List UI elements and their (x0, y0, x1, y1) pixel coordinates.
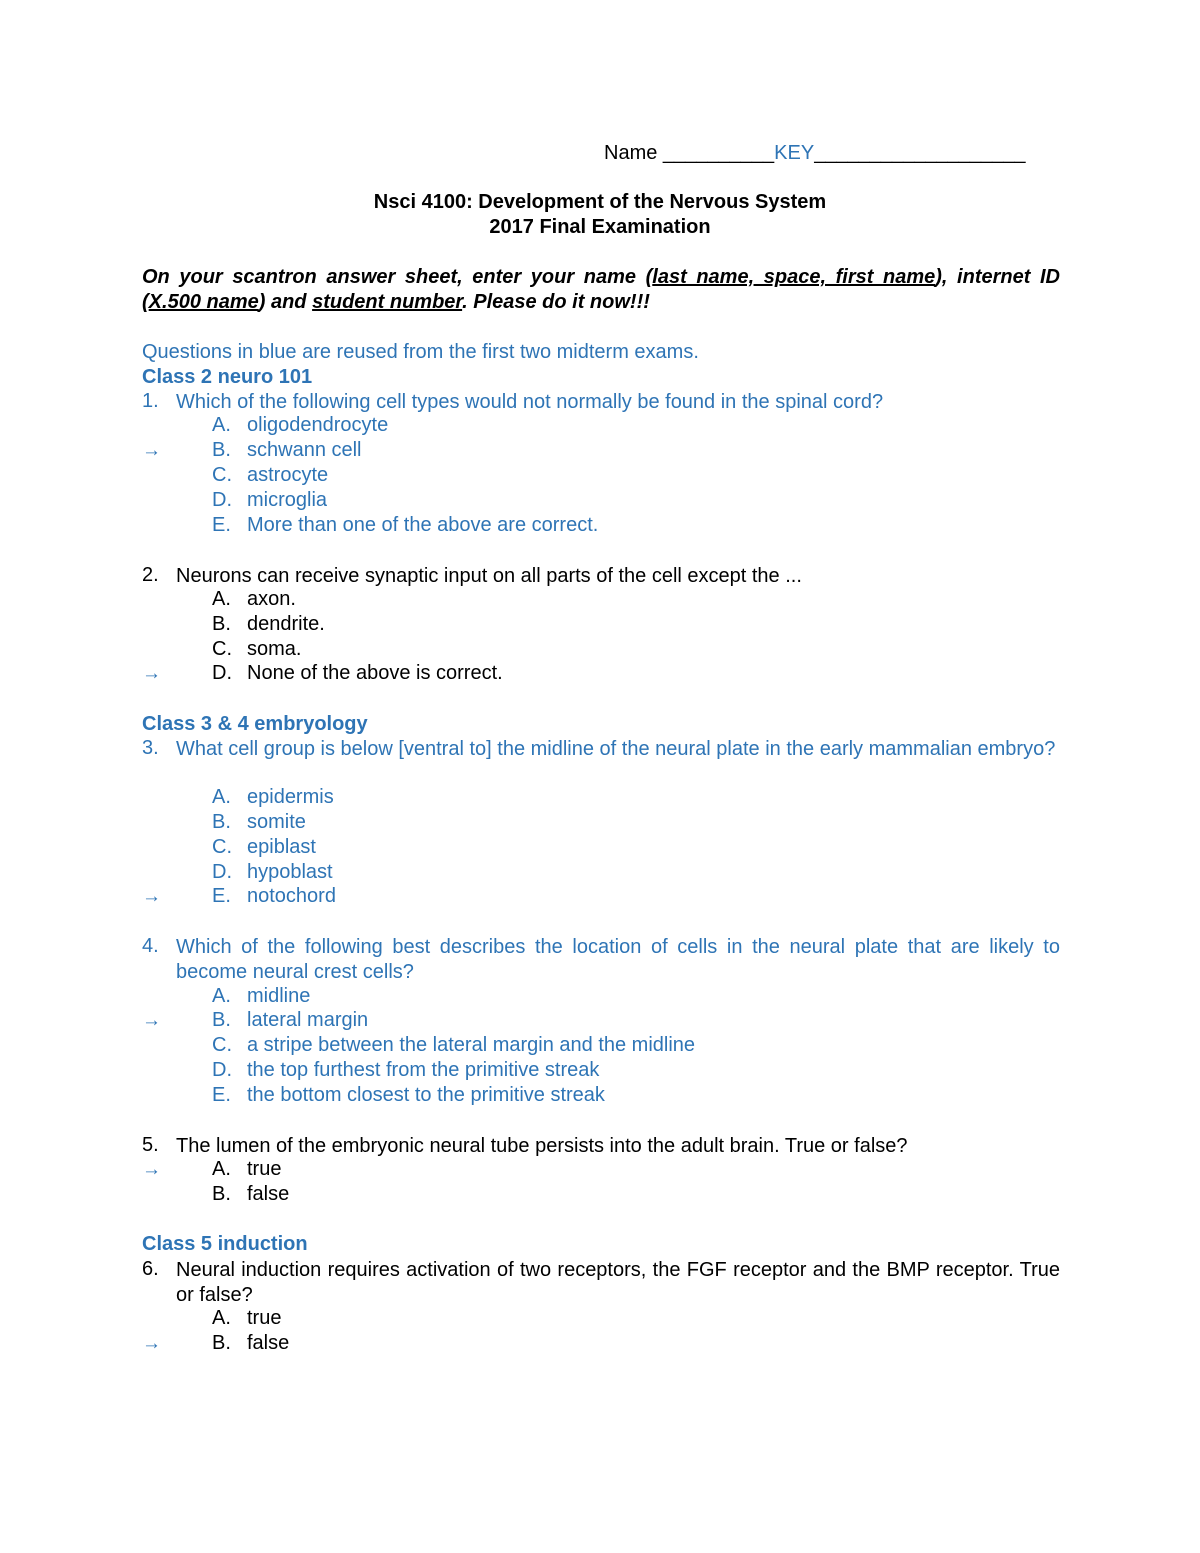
section-title: Class 5 induction (142, 1233, 308, 1255)
option-text: somite (247, 811, 306, 833)
instructions-part2: ), internet ID ( (142, 266, 1060, 313)
option-text: axon. (247, 588, 296, 610)
option-text: false (247, 1332, 290, 1354)
name-value: KEY (774, 142, 815, 164)
instructions-part1: On your scantron answer sheet, enter your name ( (142, 266, 653, 288)
question-number: 3. (142, 737, 159, 759)
option-letter: E. (212, 885, 231, 907)
option-text: soma. (247, 638, 302, 660)
option-text: the bottom closest to the primitive streak (247, 1084, 605, 1106)
question-number: 5. (142, 1134, 159, 1156)
question-text: Neural induction requires activation of two receptors, the FGF receptor and the BMP receptor. True or false? (176, 1259, 1060, 1306)
name-blank-after: ___________________ (814, 142, 1026, 164)
option-letter: B. (212, 439, 231, 461)
name-blank-before: __________ (662, 142, 775, 164)
option-text: true (247, 1307, 282, 1329)
instructions (142, 265, 1060, 315)
option-text: the top furthest from the primitive streak (247, 1059, 600, 1081)
question-text: The lumen of the embryonic neural tube persists into the adult brain. True or false? (176, 1135, 908, 1157)
option-letter: B. (212, 1183, 231, 1205)
option-text: a stripe between the lateral margin and the midline (247, 1034, 696, 1056)
option-letter: A. (212, 985, 231, 1007)
option-text: More than one of the above are correct. (247, 514, 599, 536)
option-letter: C. (212, 464, 232, 486)
answer-arrow-icon: → (142, 663, 161, 684)
instructions-part3: ) and (258, 291, 313, 313)
option-letter: E. (212, 514, 231, 536)
answer-arrow-icon: → (142, 886, 161, 907)
option-letter: A. (212, 1158, 231, 1180)
option-letter: A. (212, 588, 231, 610)
option-text: None of the above is correct. (247, 662, 503, 684)
option-letter: D. (212, 662, 232, 684)
option-text: microglia (247, 489, 328, 511)
option-letter: D. (212, 489, 232, 511)
option-text: epidermis (247, 786, 334, 808)
section-title: Class 2 neuro 101 (142, 366, 313, 388)
answer-arrow-icon: → (142, 1333, 161, 1354)
option-letter: C. (212, 836, 232, 858)
exam-subtitle: 2017 Final Examination (489, 216, 711, 238)
answer-arrow-icon: → (142, 1010, 161, 1031)
question-number: 2. (142, 564, 159, 586)
option-letter: B. (212, 613, 231, 635)
option-letter: B. (212, 811, 231, 833)
answer-arrow-icon: → (142, 440, 161, 461)
option-text: lateral margin (247, 1009, 369, 1031)
instructions-x500: X.500 name (148, 291, 259, 313)
option-letter: B. (212, 1009, 231, 1031)
option-text: schwann cell (247, 439, 362, 461)
option-text: astrocyte (247, 464, 329, 486)
option-letter: B. (212, 1332, 231, 1354)
instructions-name-format: last name, space, first name (652, 266, 936, 288)
option-letter: A. (212, 414, 231, 436)
option-text: notochord (247, 885, 336, 907)
option-text: midline (247, 985, 311, 1007)
section-title: Class 3 & 4 embryology (142, 713, 368, 735)
option-letter: C. (212, 1034, 232, 1056)
question-number: 4. (142, 935, 159, 957)
answer-arrow-icon: → (142, 1159, 161, 1180)
option-text: hypoblast (247, 861, 333, 883)
question-text: Neurons can receive synaptic input on all parts of the cell except the ... (176, 565, 802, 587)
option-letter: A. (212, 786, 231, 808)
option-letter: D. (212, 861, 232, 883)
option-letter: A. (212, 1307, 231, 1329)
option-letter: E. (212, 1084, 231, 1106)
question-text: Which of the following cell types would not normally be found in the spinal cord? (176, 391, 884, 413)
name-line (604, 141, 1026, 166)
question-text: Which of the following best describes the location of cells in the neural plate that are likely to become neural crest cells? (176, 936, 1060, 983)
exam-title: Nsci 4100: Development of the Nervous System (373, 191, 827, 213)
option-text: true (247, 1158, 282, 1180)
name-label: Name (604, 142, 658, 164)
question-number: 1. (142, 390, 159, 412)
option-letter: C. (212, 638, 232, 660)
option-letter: D. (212, 1059, 232, 1081)
instructions-student-number: student number (312, 291, 463, 313)
blue-note: Questions in blue are reused from the first two midterm exams. (142, 341, 699, 363)
option-text: oligodendrocyte (247, 414, 389, 436)
option-text: dendrite. (247, 613, 325, 635)
option-text: epiblast (247, 836, 316, 858)
question-text: What cell group is below [ventral to] the midline of the neural plate in the early mammalian embryo? (176, 738, 1056, 760)
option-text: false (247, 1183, 290, 1205)
instructions-part4: . Please do it now!!! (462, 291, 650, 313)
question-number: 6. (142, 1258, 159, 1280)
